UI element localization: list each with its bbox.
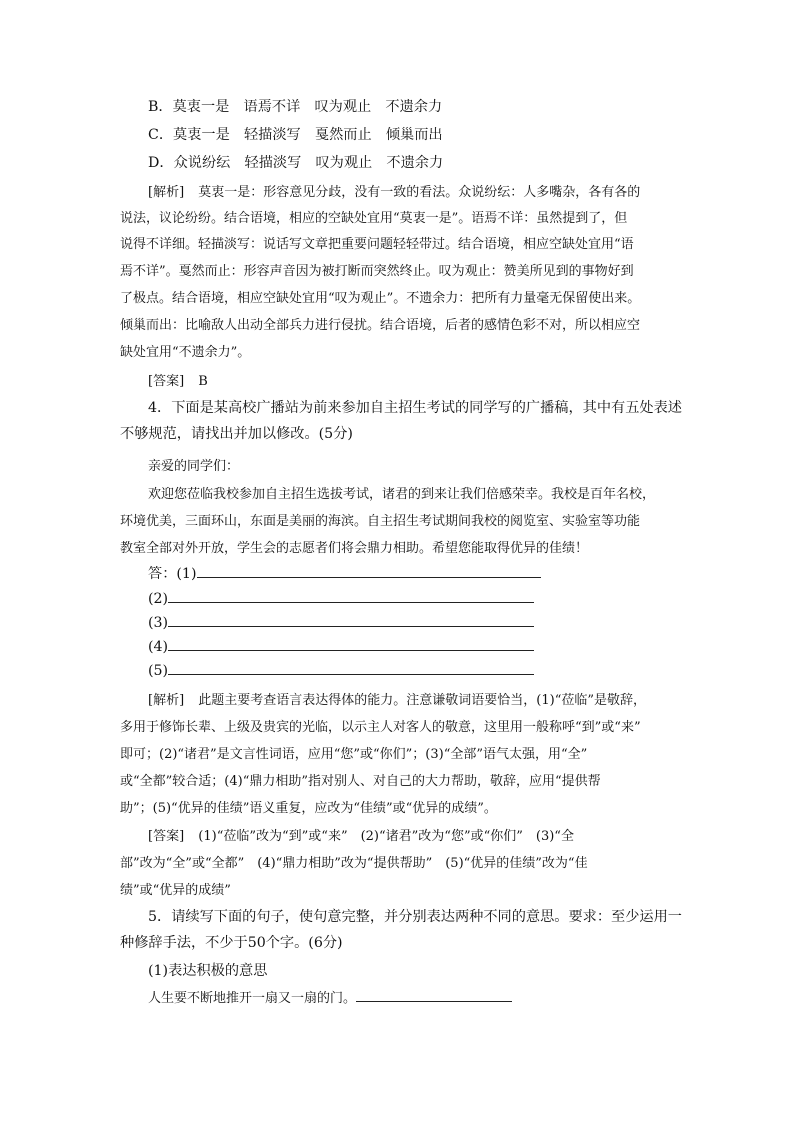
analysis-text: 莫衷一是：形容意见分歧，没有一致的看法。众说纷纭：人多嘴杂，各有各的 <box>198 185 641 200</box>
analysis-line: 即可；(2)“诸君”是文言性词语，应用“您”或“你们”；(3)“全部”语气太强，用“全” <box>120 747 588 762</box>
sentence-text: 人生要不断地推开一扇又一扇的门。 <box>148 991 357 1006</box>
analysis-line: 助”；(5)“优异的佳绩”语义重复，应改为“佳绩”或“优异的成绩”。 <box>120 801 497 816</box>
analysis-line: 或“全都”较合适；(4)“鼎力相助”指对别人、对自己的大力帮助，敬辞，应用“提供帮 <box>120 774 601 789</box>
analysis-line: 了极点。结合语境，相应空缺处宜用“叹为观止”。不遗余力：把所有力量毫无保留使出来。 <box>120 291 641 306</box>
analysis-line: 说得不详细。轻描淡写：说话写文章把重要问题轻轻带过。结合语境，相应空缺处宜用“语 <box>120 237 634 252</box>
analysis-line: 焉不详”。戛然而止：形容声音因为被打断而突然终止。叹为观止：赞美所见到的事物好到 <box>120 264 634 279</box>
answer-prefix: 答： <box>148 566 177 582</box>
analysis-line: 多用于修饰长辈、上级及贵宾的光临，以示主人对客人的敬意，这里用一般称呼“到”或“来” <box>120 720 641 735</box>
q5-sentence <box>148 987 512 1006</box>
blank-line[interactable] <box>356 987 512 1002</box>
blank-number: (5) <box>148 663 169 679</box>
answer-blank-3 <box>148 612 534 631</box>
answer-blank-4 <box>148 636 534 655</box>
blank-line[interactable] <box>197 563 541 578</box>
blank-line[interactable] <box>168 612 534 627</box>
blank-number: (4) <box>148 639 169 655</box>
blank-number: (2) <box>148 591 169 607</box>
q4-stem: 4．下面是某高校广播站为前来参加自主招生考试的同学写的广播稿，其中有五处表述 <box>148 400 682 416</box>
answer-blank-5 <box>148 660 534 679</box>
answer-line: 绩”或“优异的成绩” <box>120 883 231 898</box>
option-d: D．众说纷纭 轻描淡写 叹为观止 不遗余力 <box>148 155 444 171</box>
answer-text: (1)“莅临”改为“到”或“来” (2)“诸君”改为“您”或“你们” (3)“全 <box>198 829 574 844</box>
answer-value: B <box>198 374 208 389</box>
option-b: B．莫衷一是 语焉不详 叹为观止 不遗余力 <box>148 99 443 115</box>
blank-number: (1) <box>176 566 197 582</box>
q5-stem: 5．请续写下面的句子，使句意完整，并分别表达两种不同的意思。要求：至少运用一 <box>148 909 682 925</box>
answer-tag: [答案] <box>148 374 185 389</box>
blank-line[interactable] <box>168 636 534 651</box>
q3-analysis-first-line <box>148 181 640 200</box>
q5-subquestion-1: (1)表达积极的意思 <box>148 963 268 979</box>
blank-line[interactable] <box>168 588 534 603</box>
blank-line[interactable] <box>168 660 534 675</box>
analysis-tag: [解析] <box>148 693 185 708</box>
q3-answer <box>148 370 208 389</box>
q4-passage-line: 教室全部对外开放，学生会的志愿者们将会鼎力相助。希望您能取得优异的佳绩！ <box>120 541 589 556</box>
analysis-text: 此题主要考查语言表达得体的能力。注意谦敬词语要恰当，(1)“莅临”是敬辞， <box>198 693 647 708</box>
q4-answer-first-line <box>148 825 574 844</box>
q4-greeting: 亲爱的同学们： <box>148 459 240 474</box>
q4-analysis-first-line <box>148 689 646 708</box>
answer-blank-2 <box>148 588 534 607</box>
blank-number: (3) <box>148 615 169 631</box>
analysis-line: 倾巢而出：比喻敌人出动全部兵力进行侵扰。结合语境，后者的感情色彩不对，所以相应空 <box>120 318 641 333</box>
option-c: C．莫衷一是 轻描淡写 戛然而止 倾巢而出 <box>148 127 443 143</box>
q4-stem: 不够规范，请找出并加以修改。(5分) <box>120 426 353 442</box>
answer-blank-1 <box>148 563 541 583</box>
q5-stem: 种修辞手法，不少于50个字。(6分) <box>120 935 343 951</box>
answer-line: 部”改为“全”或“全都” (4)“鼎力相助”改为“提供帮助” (5)“优异的佳绩”改为“佳 <box>120 856 588 871</box>
q4-passage-line: 环境优美，三面环山，东面是美丽的海滨。自主招生考试期间我校的阅览室、实验室等功能 <box>120 514 641 529</box>
analysis-line: 缺处宜用“不遗余力”。 <box>120 345 251 360</box>
analysis-line: 说法，议论纷纷。结合语境，相应的空缺处宜用“莫衷一是”。语焉不详：虽然提到了，但 <box>120 211 628 226</box>
answer-tag: [答案] <box>148 829 185 844</box>
q4-passage-line: 欢迎您莅临我校参加自主招生选拔考试，诸君的到来让我们倍感荣幸。我校是百年名校， <box>148 487 656 502</box>
analysis-tag: [解析] <box>148 185 185 200</box>
